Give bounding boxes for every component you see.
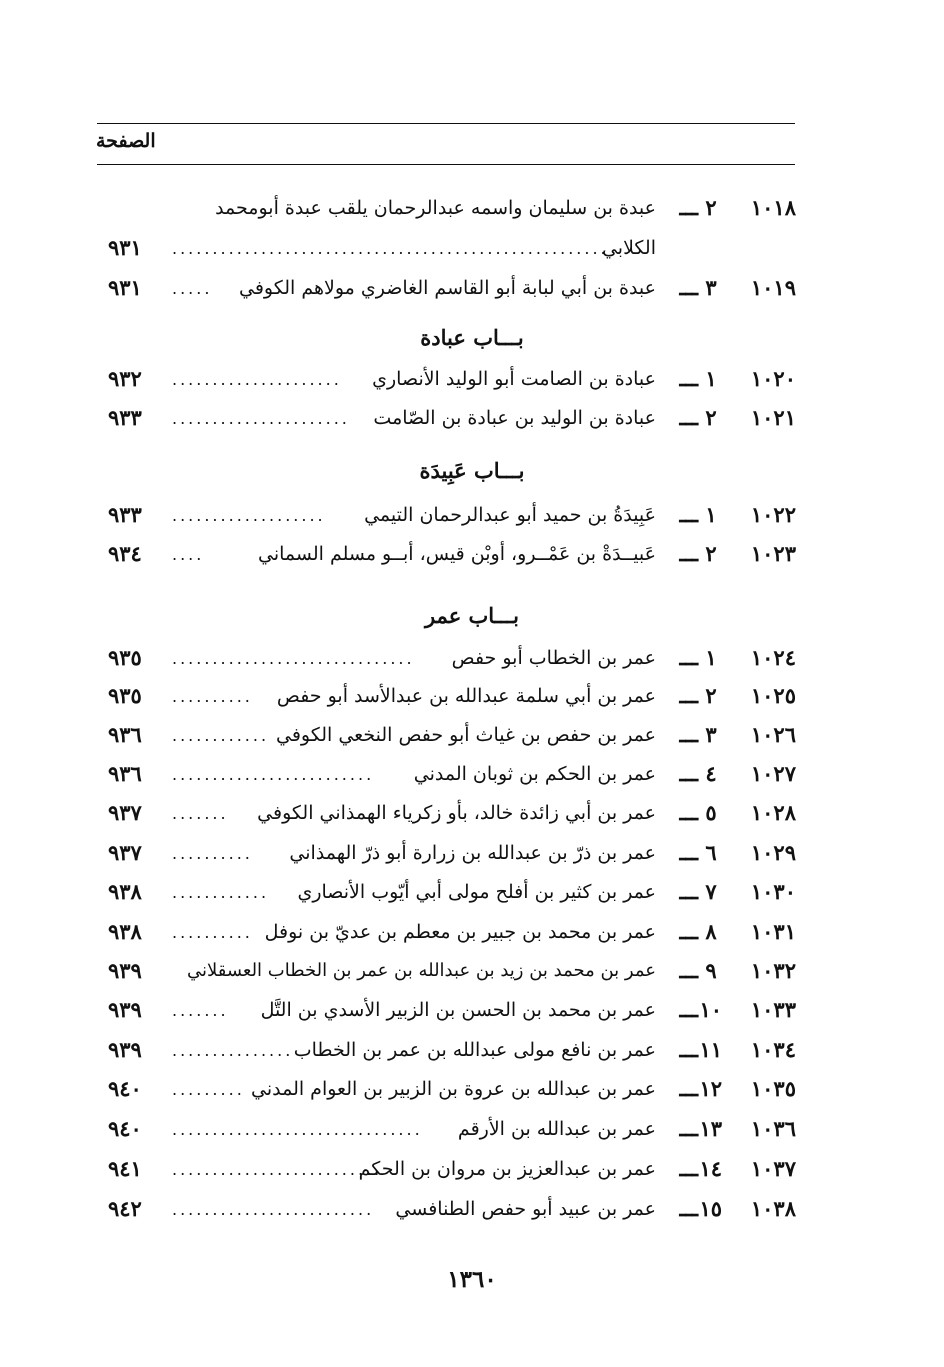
entry-name: عمر بن عبدالعزيز بن مروان بن الحكم <box>358 1158 656 1180</box>
section-title: بـــاب عمر <box>424 603 520 628</box>
entry-name: عبدة بن أبي لبابة أبو القاسم الغاضري مولاهم الكوفي <box>239 277 656 299</box>
index-entry <box>108 879 796 913</box>
entry-number: ١٠٣٤ <box>750 1037 796 1062</box>
index-entry <box>108 1116 796 1150</box>
entry-page: ٩٣٩ <box>108 1037 142 1062</box>
entry-page: ٩٣٦ <box>108 722 142 747</box>
section-title: بـــاب عَبِيدَة <box>419 458 525 483</box>
entry-index: ١٢ <box>699 1076 722 1101</box>
index-entry <box>108 997 796 1031</box>
entry-name: عبادة بن الصامت أبو الوليد الأنصاري <box>372 368 656 390</box>
entry-number: ١٠٣٦ <box>750 1116 796 1141</box>
entry-dash: ـــ <box>679 645 698 670</box>
entry-dash: ـــ <box>679 997 698 1022</box>
leader-dots: ....... <box>172 1001 229 1020</box>
entry-name: عمر بن عبدالله بن عروة بن الزبير بن العوام المدني <box>250 1078 656 1100</box>
entry-name: عبدة بن سليمان واسمه عبدالرحمان يلقب عبدة أبومحمد <box>215 197 656 219</box>
index-entry <box>108 1156 796 1190</box>
entry-number: ١٠٢٦ <box>750 722 796 747</box>
entry-name: عمر بن محمد بن جبير بن معطم بن عديّ بن نوفل <box>264 921 656 943</box>
index-entry <box>108 1196 796 1230</box>
entry-number: ١٠٢١ <box>750 405 796 430</box>
entry-index: ٩ <box>705 958 717 983</box>
entry-number: ١٠١٩ <box>750 275 796 300</box>
entry-index: ٨ <box>705 919 717 944</box>
entry-dash: ـــ <box>679 405 698 430</box>
entry-page: ٩٣٣ <box>108 405 142 430</box>
leader-dots: ...................................................... <box>172 239 609 258</box>
entry-dash: ـــ <box>679 761 698 786</box>
entry-number: ١٠٢٩ <box>750 840 796 865</box>
entry-index: ٣ <box>705 275 717 300</box>
leader-dots: ....... <box>172 804 229 823</box>
entry-name: عمر بن الحكم بن ثوبان المدني <box>413 763 656 785</box>
entry-page: ٩٤٠ <box>108 1116 142 1141</box>
entry-index: ١ <box>705 645 717 670</box>
entry-page: ٩٣٤ <box>108 541 142 566</box>
entry-number: ١٠٢٥ <box>750 683 796 708</box>
leader-dots: ..... <box>172 279 213 298</box>
entry-index: ١ <box>705 502 717 527</box>
entry-page: ٩٤٢ <box>108 1196 142 1221</box>
entry-number: ١٠٢٠ <box>750 366 796 391</box>
entry-name: عمر بن عبيد أبو حفص الطنافسي <box>395 1198 656 1220</box>
entry-page: ٩٣٩ <box>108 958 142 983</box>
index-entry <box>108 722 796 756</box>
entry-index: ٦ <box>705 840 717 865</box>
entry-dash: ـــ <box>679 683 698 708</box>
page-column-label: الصفحة <box>96 130 156 152</box>
leader-dots: .......... <box>172 923 253 942</box>
index-entry <box>108 405 796 439</box>
index-entry <box>108 366 796 400</box>
entry-number: ١٠٢٢ <box>750 502 796 527</box>
entry-name: عبادة بن الوليد بن عبادة بن الصّامت <box>373 407 656 429</box>
entry-name: عمر بن محمد بن الحسن بن الزبير الأسدي بن التَّل <box>260 999 656 1021</box>
entry-page: ٩٣٥ <box>108 645 142 670</box>
leader-dots: ................... <box>172 506 326 525</box>
leader-dots: ............................... <box>172 1120 423 1139</box>
entry-page: ٩٣٧ <box>108 840 142 865</box>
leader-dots: ......... <box>172 1080 245 1099</box>
entry-index: ١٥ <box>699 1196 722 1221</box>
entry-dash: ـــ <box>679 541 698 566</box>
entry-dash: ـــ <box>679 195 698 220</box>
index-entry <box>108 195 796 229</box>
entry-dash: ـــ <box>679 1196 698 1221</box>
leader-dots: ............... <box>172 1041 294 1060</box>
top-rule <box>97 123 795 124</box>
leader-dots: ............ <box>172 726 270 745</box>
entry-name: عمر بن نافع مولى عبدالله بن عمر بن الخطاب <box>293 1039 656 1061</box>
entry-dash: ـــ <box>679 879 698 904</box>
entry-number: ١٠٣٣ <box>750 997 796 1022</box>
entry-page: ٩٣١ <box>108 275 142 300</box>
entry-page: ٩٣٢ <box>108 366 142 391</box>
entry-page: ٩٣٨ <box>108 879 142 904</box>
entry-page: ٩٣٩ <box>108 997 142 1022</box>
entry-page: ٩٣٨ <box>108 919 142 944</box>
index-entry <box>108 502 796 536</box>
entry-dash: ـــ <box>679 919 698 944</box>
entry-number: ١٠٢٨ <box>750 800 796 825</box>
page-number: ١٣٦٠ <box>447 1266 497 1293</box>
entry-number: ١٠٣٨ <box>750 1196 796 1221</box>
entry-page: ٩٣٣ <box>108 502 142 527</box>
entry-name: عَبِيدَةُ بن حميد أبو عبدالرحمان التيمي <box>364 504 656 526</box>
entry-index: ٧ <box>705 879 717 904</box>
entry-name: عمر بن أبي زائدة خالد، بأو زكرياء الهمذاني الكوفي <box>257 802 656 824</box>
index-entry <box>108 958 796 992</box>
entry-number: ١٠٢٤ <box>750 645 796 670</box>
entry-number: ١٠٣٧ <box>750 1156 796 1181</box>
entry-index: ١٣ <box>699 1116 722 1141</box>
entry-name-continued: الكلابي <box>601 237 656 259</box>
leader-dots: ...................... <box>172 409 350 428</box>
leader-dots: .............................. <box>172 649 415 668</box>
index-entry-continued <box>108 235 796 269</box>
entry-page: ٩٣١ <box>108 235 142 260</box>
entry-page: ٩٣٧ <box>108 800 142 825</box>
entry-index: ١٠ <box>699 997 722 1022</box>
entry-name: عمر بن أبي سلمة عبدالله بن عبدالأسد أبو حفص <box>276 685 656 707</box>
entry-index: ١ <box>705 366 717 391</box>
entry-dash: ـــ <box>679 1037 698 1062</box>
entry-dash: ـــ <box>679 1076 698 1101</box>
leader-dots: .......... <box>172 844 253 863</box>
entry-index: ١٤ <box>699 1156 722 1181</box>
entry-number: ١٠٣١ <box>750 919 796 944</box>
entry-name: عمر بن محمد بن زيد بن عبدالله بن عمر بن الخطاب العسقلاني <box>186 960 656 981</box>
index-entry <box>108 645 796 679</box>
entry-name: عمر بن عبدالله بن الأرقم <box>457 1118 656 1140</box>
entry-number: ١٠٣٥ <box>750 1076 796 1101</box>
index-entry <box>108 275 796 309</box>
leader-dots: .......................... <box>172 1160 383 1179</box>
entry-number: ١٠٣٢ <box>750 958 796 983</box>
index-entry <box>108 919 796 953</box>
leader-dots: ......................... <box>172 765 375 784</box>
entry-dash: ـــ <box>679 800 698 825</box>
entry-dash: ـــ <box>679 366 698 391</box>
entry-name: عمر بن ذرّ بن عبدالله بن زرارة أبو ذرّ الهمذاني <box>289 842 656 864</box>
entry-index: ٢ <box>705 683 717 708</box>
leader-dots: ..................... <box>172 370 342 389</box>
leader-dots: ............ <box>172 883 270 902</box>
entry-index: ٢ <box>705 195 717 220</box>
leader-dots: .......... <box>172 687 253 706</box>
index-entry <box>108 840 796 874</box>
header-rule <box>97 164 795 165</box>
entry-name: عمر بن الخطاب أبو حفص <box>451 647 656 669</box>
entry-dash: ـــ <box>679 1156 698 1181</box>
entry-index: ٢ <box>705 541 717 566</box>
entry-dash: ـــ <box>679 958 698 983</box>
entry-page: ٩٤٠ <box>108 1076 142 1101</box>
entry-dash: ـــ <box>679 840 698 865</box>
entry-number: ١٠٢٣ <box>750 541 796 566</box>
entry-name: عَبيــدَةْ بن عَمْــرو، أوبْن قيس، أبــو مسلم السماني <box>257 543 656 565</box>
entry-name: عمر بن حفص بن غياث أبو حفص النخعي الكوفي <box>276 724 656 746</box>
entry-name: عمر بن كثير بن أفلح مولى أبي أيّوب الأنصاري <box>297 881 656 903</box>
entry-index: ٣ <box>705 722 717 747</box>
entry-index: ٤ <box>705 761 717 786</box>
index-entry <box>108 683 796 717</box>
index-entry <box>108 1076 796 1110</box>
entry-number: ١٠٢٧ <box>750 761 796 786</box>
entry-dash: ـــ <box>679 502 698 527</box>
entry-index: ٥ <box>705 800 717 825</box>
index-entry <box>108 541 796 575</box>
entry-index: ٢ <box>705 405 717 430</box>
entry-page: ٩٣٥ <box>108 683 142 708</box>
entry-index: ١١ <box>699 1037 722 1062</box>
entry-page: ٩٤١ <box>108 1156 142 1181</box>
leader-dots: ......................... <box>172 1200 375 1219</box>
entry-page: ٩٣٦ <box>108 761 142 786</box>
entry-dash: ـــ <box>679 1116 698 1141</box>
index-entry <box>108 800 796 834</box>
section-title: بـــاب عبادة <box>420 325 524 350</box>
entry-number: ١٠١٨ <box>750 195 796 220</box>
index-entry <box>108 1037 796 1071</box>
entry-number: ١٠٣٠ <box>750 879 796 904</box>
index-entry <box>108 761 796 795</box>
leader-dots: .... <box>172 545 205 564</box>
entry-dash: ـــ <box>679 722 698 747</box>
entry-dash: ـــ <box>679 275 698 300</box>
